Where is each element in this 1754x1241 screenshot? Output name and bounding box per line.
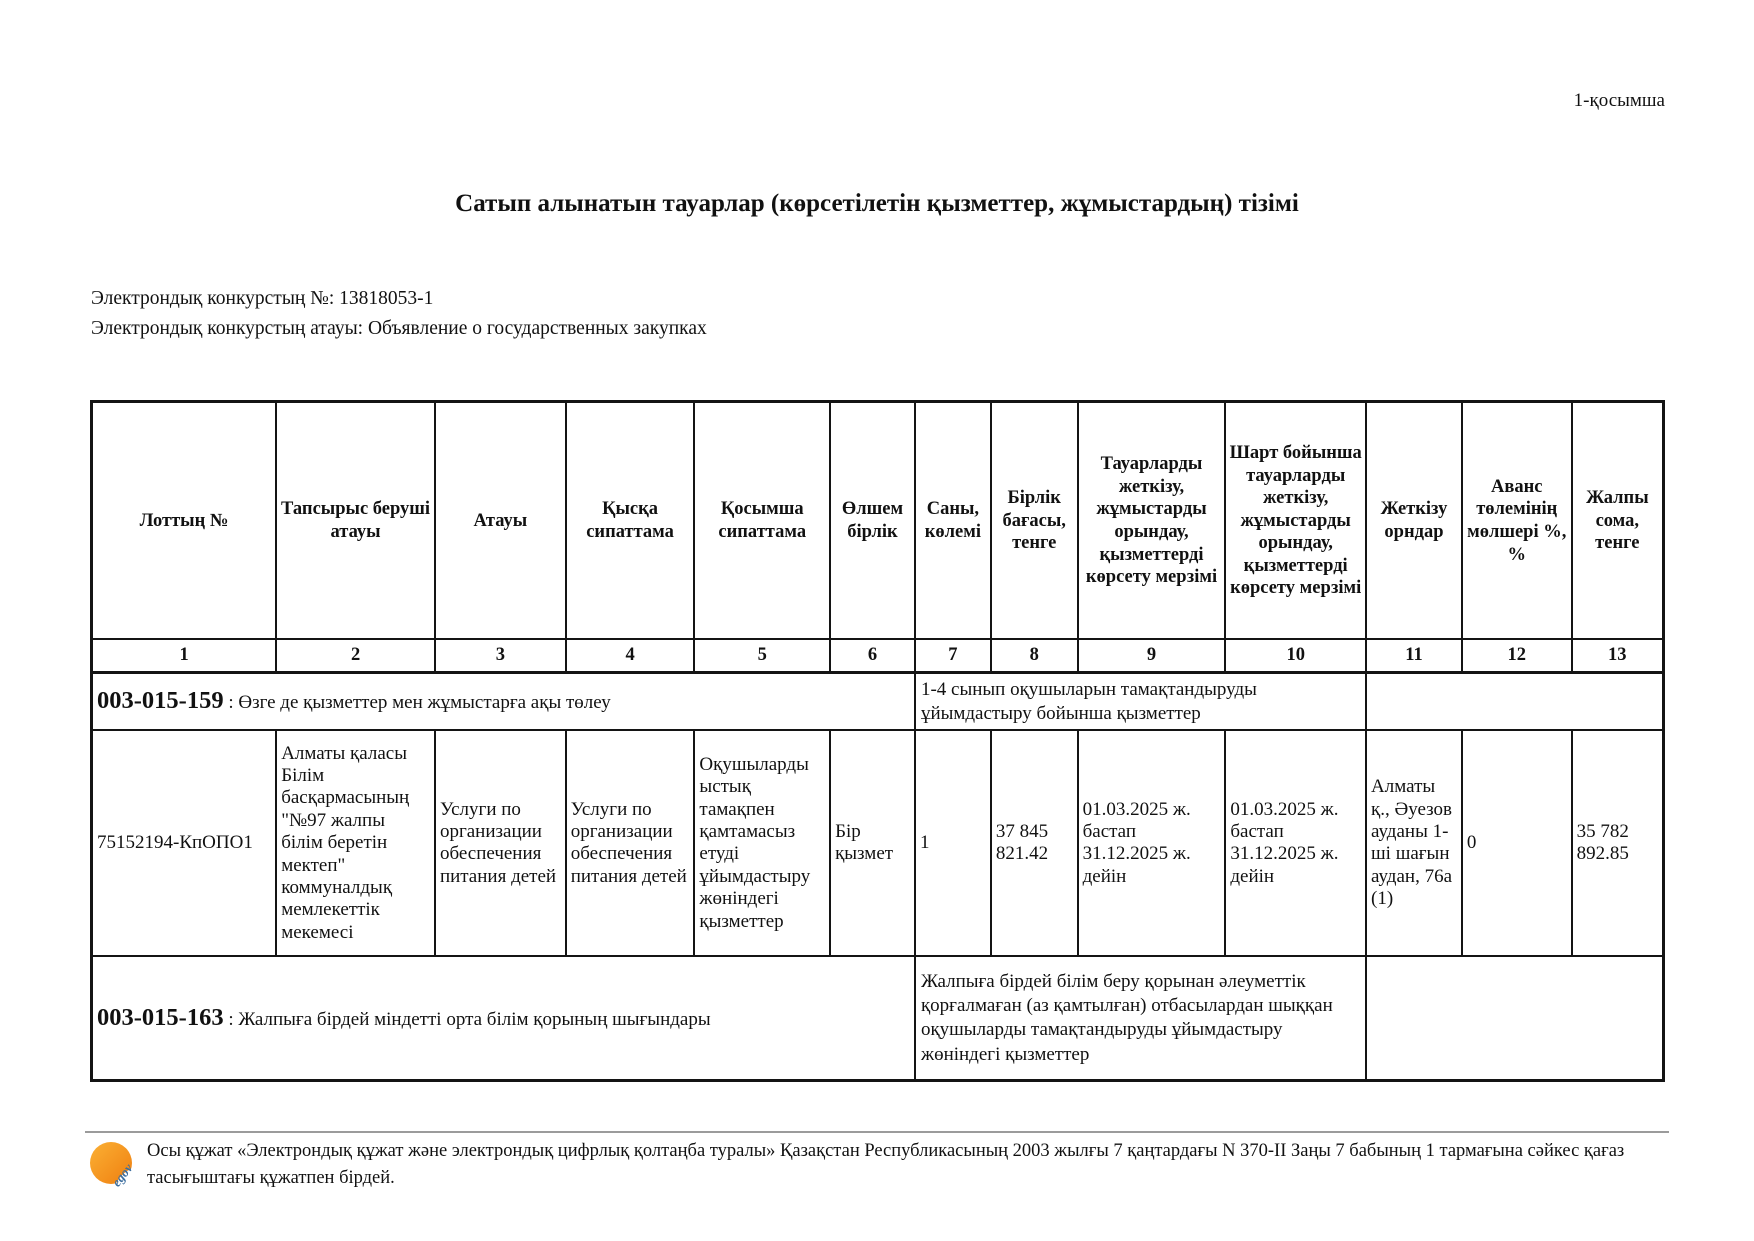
column-header-unit-price: Бірлік бағасы, тенге xyxy=(991,402,1078,640)
contest-name-line: Электрондық конкурстың атауы: Объявление о государственных закупках xyxy=(91,318,707,340)
column-header-quantity: Саны, көлемі xyxy=(915,402,991,640)
cell-contract-delivery-term: 01.03.2025 ж. бастап 31.12.2025 ж. дейін xyxy=(1225,730,1366,956)
column-number: 9 xyxy=(1078,639,1226,673)
cell-quantity: 1 xyxy=(915,730,991,956)
column-header-delivery-term: Тауарларды жеткізу, жұмыстарды орындау, қызметтерді көрсету мерзімі xyxy=(1078,402,1226,640)
cell-customer: Алматы қаласы Білім басқармасының "№97 жалпы білім беретін мектеп" коммуналдық мемлекеттік мекемесі xyxy=(276,730,435,956)
group-title-cell xyxy=(92,673,915,731)
group-empty-cell xyxy=(1366,956,1663,1080)
column-header-lot-number: Лоттың № xyxy=(92,402,277,640)
group-label: : Жалпыға бірдей міндетті орта білім қорының шығындары xyxy=(228,1008,711,1030)
group-row-003-015-163 xyxy=(92,956,1664,1080)
column-number: 12 xyxy=(1462,639,1572,673)
column-header-customer: Тапсырыс беруші атауы xyxy=(276,402,435,640)
cell-additional-description: Оқушыларды ыстық тамақпен қамтамасыз етуді ұйымдастыру жөніндегі қызметтер xyxy=(694,730,830,956)
cell-unit: Бір қызмет xyxy=(830,730,915,956)
procurement-table xyxy=(90,400,1665,1082)
group-code: 003-015-159 xyxy=(97,687,224,715)
cell-lot-number: 75152194-КпОПО1 xyxy=(92,730,277,956)
cell-delivery-place: Алматы қ., Әуезов ауданы 1-ші шағын аудан, 76а (1) xyxy=(1366,730,1462,956)
column-number: 10 xyxy=(1225,639,1366,673)
contest-number-line: Электрондық конкурстың №: 13818053-1 xyxy=(91,288,434,309)
column-header-short-description: Қысқа сипаттама xyxy=(566,402,695,640)
cell-advance-percent: 0 xyxy=(1462,730,1572,956)
column-number: 11 xyxy=(1366,639,1462,673)
header-row xyxy=(92,402,1664,640)
group-title-cell xyxy=(92,956,915,1080)
group-note-cell: Жалпыға бірдей білім беру қорынан әлеуметтік қорғалмаған (аз қамтылған) отбасылардан шыққан оқушыларды тамақтандыруды ұйымдастыру жөніндегі қызметтер xyxy=(915,956,1366,1080)
column-header-unit: Өлшем бірлік xyxy=(830,402,915,640)
cell-name: Услуги по организации обеспечения питания детей xyxy=(435,730,566,956)
column-number: 6 xyxy=(830,639,915,673)
page-title: Сатып алынатын тауарлар (көрсетілетін қызметтер, жұмыстардың) тізімі xyxy=(455,190,1299,217)
column-header-name: Атауы xyxy=(435,402,566,640)
column-number: 8 xyxy=(991,639,1078,673)
group-empty-cell xyxy=(1366,673,1663,731)
appendix-label: 1-қосымша xyxy=(1573,90,1665,111)
table-row-lot xyxy=(92,730,1664,956)
column-header-total-sum: Жалпы сома, тенге xyxy=(1572,402,1664,640)
column-number: 7 xyxy=(915,639,991,673)
column-header-contract-delivery-term: Шарт бойынша тауарларды жеткізу, жұмыстарды орындау, қызметтерді көрсету мерзімі xyxy=(1225,402,1366,640)
group-note-cell: 1-4 сынып оқушыларын тамақтандыруды ұйымдастыру бойынша қызметтер xyxy=(915,673,1366,731)
svg-text:egov: egov xyxy=(108,1160,136,1190)
column-number: 1 xyxy=(92,639,277,673)
column-number-row xyxy=(92,639,1664,673)
column-number: 4 xyxy=(566,639,695,673)
column-number: 13 xyxy=(1572,639,1664,673)
group-row-003-015-159 xyxy=(92,673,1664,731)
cell-total-sum: 35 782 892.85 xyxy=(1572,730,1664,956)
footer-legal-text: Осы құжат «Электрондық құжат және электрондық цифрлық қолтаңба туралы» Қазақстан Республикасының 2003 жылғы 7 қаңтардағы N 370-II Заңы 7 бабының 1 тармағына сәйкес қағаз тасығыштағы құжатпен бірдей. xyxy=(147,1141,1625,1188)
egov-logo-icon xyxy=(89,1138,137,1197)
column-header-delivery-place: Жеткізу орндар xyxy=(1366,402,1462,640)
signature-footer xyxy=(85,1131,1669,1197)
column-number: 2 xyxy=(276,639,435,673)
cell-unit-price: 37 845 821.42 xyxy=(991,730,1078,956)
column-header-additional-description: Қосымша сипаттама xyxy=(694,402,830,640)
contest-meta xyxy=(91,284,1754,344)
column-number: 5 xyxy=(694,639,830,673)
cell-short-description: Услуги по организации обеспечения питания детей xyxy=(566,730,695,956)
group-code: 003-015-163 xyxy=(97,1003,224,1031)
column-number: 3 xyxy=(435,639,566,673)
column-header-advance-percent: Аванс төлемінің мөлшері %, % xyxy=(1462,402,1572,640)
group-label: : Өзге де қызметтер мен жұмыстарға ақы төлеу xyxy=(228,692,611,714)
cell-delivery-term: 01.03.2025 ж. бастап 31.12.2025 ж. дейін xyxy=(1078,730,1226,956)
